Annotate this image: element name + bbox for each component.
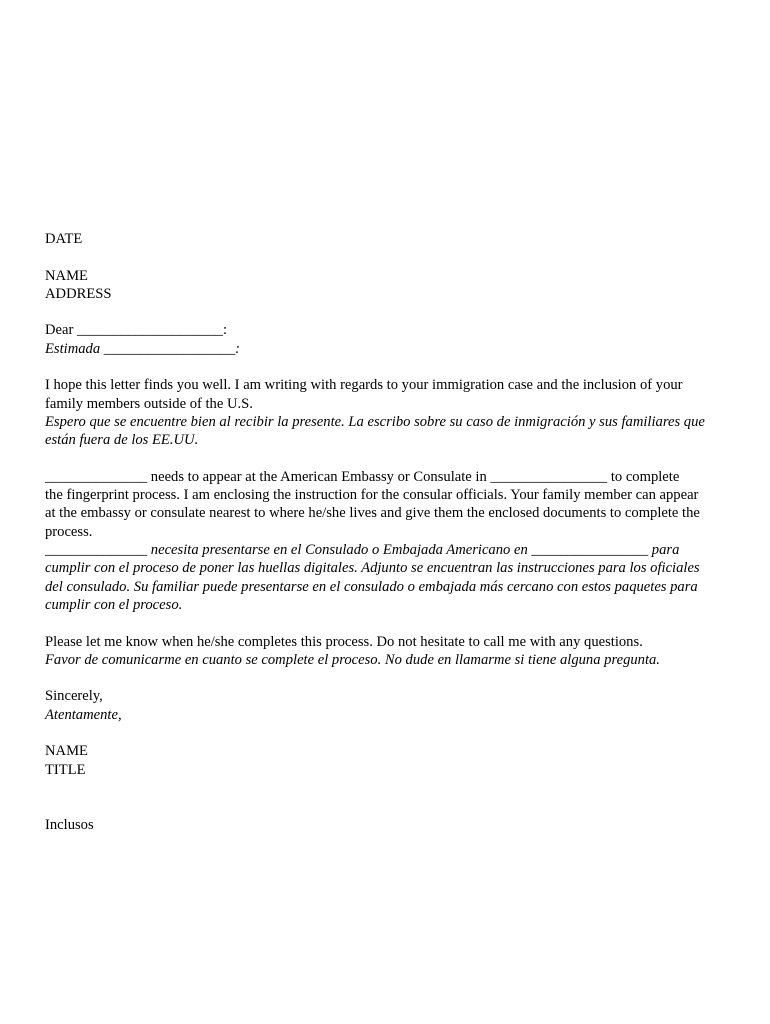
instructions-english-line: at the embassy or consulate nearest to where he/she lives and give them the enclosed documents to complete the [45, 505, 700, 522]
salutation-spanish: Estimada __________________: [45, 340, 240, 357]
followup-spanish: Favor de comunicarme en cuanto se complete el proceso. No dude en llamarme si tiene alguna pregunta. [45, 651, 660, 668]
closing-english: Sincerely, [45, 688, 103, 705]
instructions-spanish-line: cumplir con el proceso. [45, 596, 183, 613]
recipient-address: ADDRESS [45, 285, 112, 302]
instructions-english-line: ______________ needs to appear at the American Embassy or Consulate in ________________ to complete [45, 468, 680, 485]
instructions-spanish-line: del consulado. Su familiar puede presentarse en el consulado o embajada más cercano con estos paquetes para [45, 578, 698, 595]
instructions-spanish-line: cumplir con el proceso de poner las huellas digitales. Adjunto se encuentran las instrucciones para los oficiales [45, 560, 700, 577]
recipient-name: NAME [45, 267, 88, 284]
signature-block [45, 742, 730, 779]
intro-english-line: family members outside of the U.S. [45, 395, 253, 412]
closing-spanish: Atentamente, [45, 706, 122, 723]
followup-paragraph [45, 633, 730, 670]
signature-name: NAME [45, 743, 88, 760]
instructions-paragraph [45, 468, 730, 614]
intro-paragraph [45, 376, 730, 449]
enclosures-block [45, 816, 730, 834]
recipient-block [45, 267, 730, 304]
signature-title: TITLE [45, 761, 86, 778]
followup-english: Please let me know when he/she completes this process. Do not hesitate to call me with any questions. [45, 633, 643, 650]
date-block [45, 230, 730, 248]
letter-body [45, 230, 730, 834]
salutation-block [45, 321, 730, 358]
intro-english-line: I hope this letter finds you well. I am writing with regards to your immigration case and the inclusion of your [45, 377, 683, 394]
closing-block [45, 687, 730, 724]
salutation-english: Dear ____________________: [45, 322, 227, 339]
date-text: DATE [45, 231, 83, 247]
instructions-spanish-line: ______________ necesita presentarse en el Consulado o Embajada Americano en ________________ para [45, 542, 680, 559]
intro-spanish-line: Espero que se encuentre bien al recibir la presente. La escribo sobre su caso de inmigración y sus familiares que [45, 413, 705, 430]
intro-spanish-line: están fuera de los EE.UU. [45, 432, 199, 449]
enclosures-text: Inclusos [45, 816, 94, 833]
instructions-english-line: process. [45, 523, 93, 540]
instructions-english-line: the fingerprint process. I am enclosing the instruction for the consular officials. Your family member can appear [45, 487, 699, 504]
